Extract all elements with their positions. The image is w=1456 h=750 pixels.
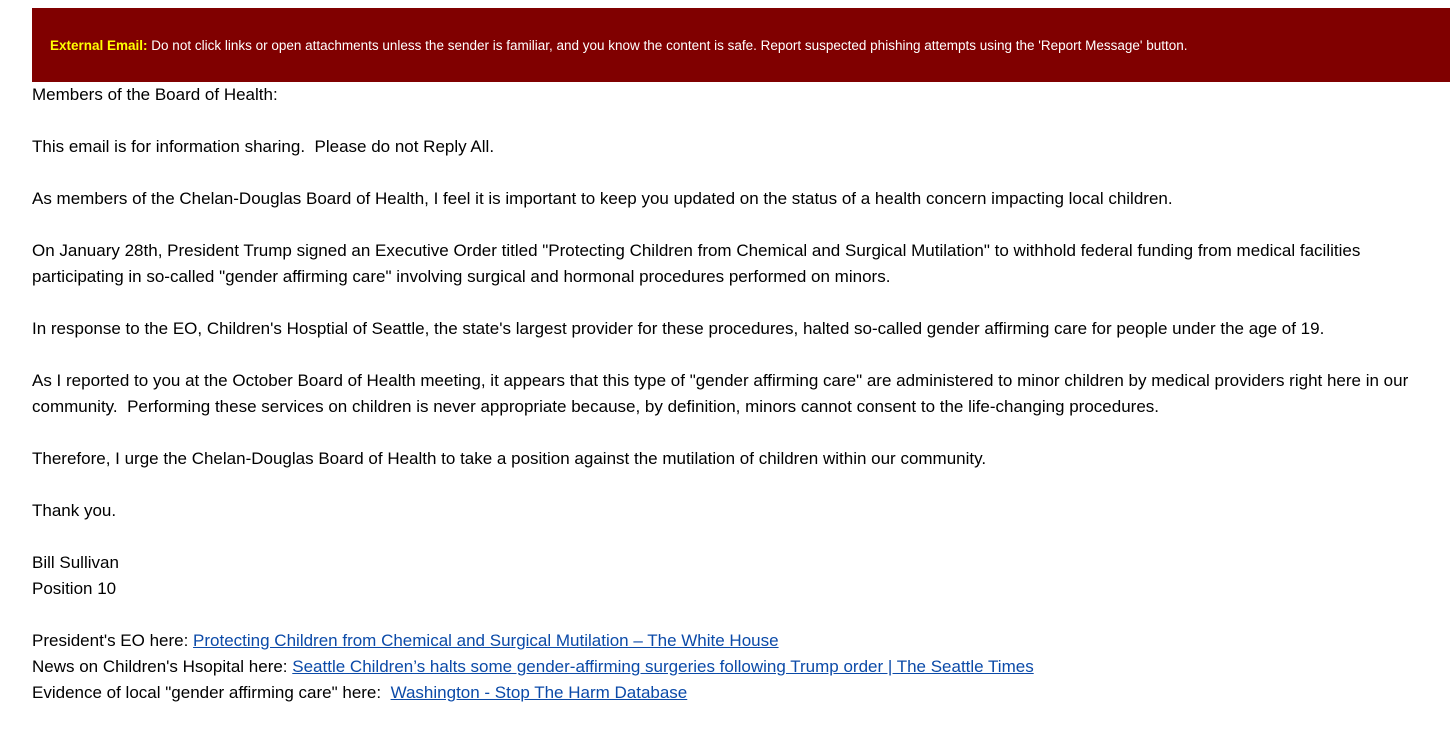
paragraph-thank-you: Thank you. (32, 501, 117, 520)
email-body (32, 82, 1442, 706)
reference-line-news (32, 654, 1442, 680)
external-email-warning-text: Do not click links or open attachments unless the sender is familiar, and you know the content is safe. Report suspected phishing attempts using the 'Report Message' button. (147, 37, 1188, 53)
paragraph-executive-order: On January 28th, President Trump signed an Executive Order titled "Protecting Children from Chemical and Surgical Mutilation" to withhold federal funding from medical facilities participating in so-called "gender affirming care" involving surgical and hormonal procedures performed on minors. (32, 241, 1361, 286)
reference-line-evidence (32, 680, 1442, 706)
paragraph-local-care: As I reported to you at the October Board of Health meeting, it appears that this type of "gender affirming care" are administered to minor children by medical providers right here in our community. Performing these services on children is never appropriate because, by definition, minors cannot consent to the life-changing procedures. (32, 371, 1413, 416)
signature-position: Position 10 (32, 579, 117, 598)
reference-prefix: News on Children's Hsopital here: (32, 657, 293, 676)
external-email-label: External Email: (50, 37, 148, 53)
paragraph-info-sharing: This email is for information sharing. Please do not Reply All. (32, 137, 495, 156)
stop-the-harm-database-link[interactable]: Washington - Stop The Harm Database (390, 683, 688, 702)
greeting: Members of the Board of Health: (32, 85, 278, 104)
paragraph-board-update: As members of the Chelan-Douglas Board of Health, I feel it is important to keep you updated on the status of a health concern impacting local children. (32, 189, 1173, 208)
reference-prefix: Evidence of local "gender affirming care" here: (32, 683, 391, 702)
external-email-warning-banner (32, 8, 1450, 82)
seattle-times-link[interactable]: Seattle Children’s halts some gender-affirming surgeries following Trump order | The Seattle Times (292, 657, 1034, 676)
reference-prefix: President's EO here: (32, 631, 194, 650)
reference-line-eo (32, 628, 1442, 654)
white-house-eo-link[interactable]: Protecting Children from Chemical and Surgical Mutilation – The White House (193, 631, 779, 650)
signature-name: Bill Sullivan (32, 553, 119, 572)
paragraph-urge-position: Therefore, I urge the Chelan-Douglas Board of Health to take a position against the mutilation of children within our community. (32, 449, 987, 468)
paragraph-childrens-hospital: In response to the EO, Children's Hosptial of Seattle, the state's largest provider for these procedures, halted so-called gender affirming care for people under the age of 19. (32, 319, 1325, 338)
